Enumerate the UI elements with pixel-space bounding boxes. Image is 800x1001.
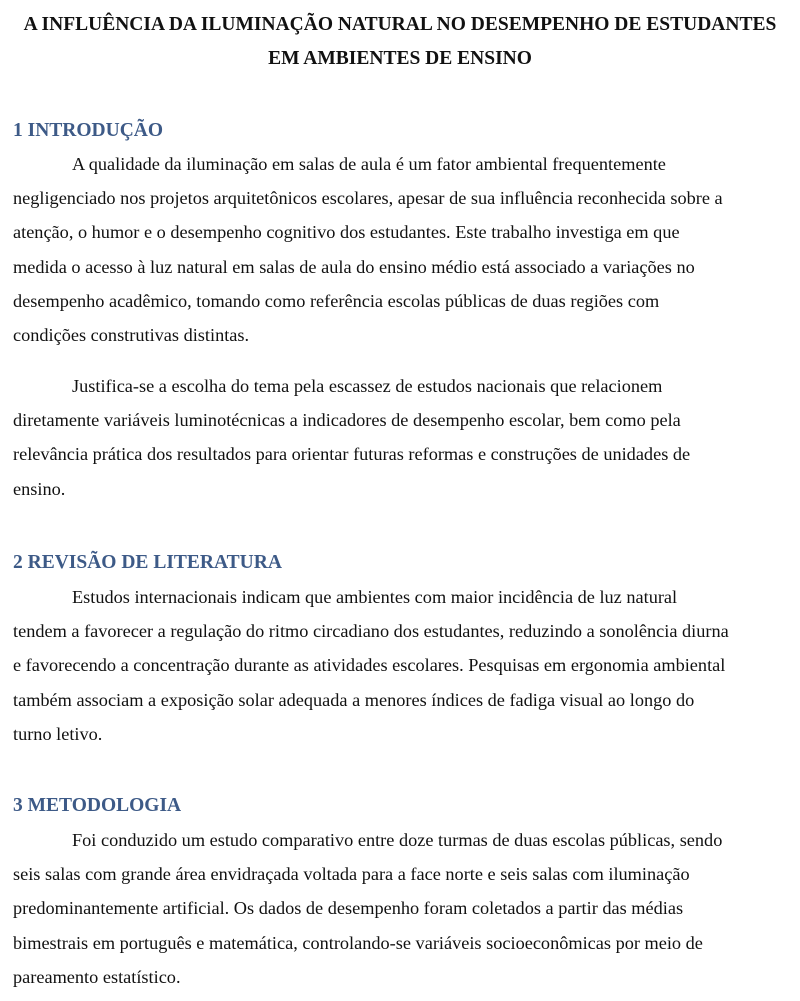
paragraph-metodologia-1 bbox=[13, 823, 789, 994]
section-heading-introducao: 1 INTRODUÇÃO bbox=[13, 120, 164, 141]
paragraph-line: também associam a exposição solar adequada a menores índices de fadiga visual ao longo do bbox=[13, 689, 695, 710]
paragraph-line: Justifica-se a escolha do tema pela escassez de estudos nacionais que relacionem bbox=[72, 376, 663, 396]
paragraph-line: Estudos internacionais indicam que ambientes com maior incidência de luz natural bbox=[72, 587, 678, 607]
paragraph-line: ensino. bbox=[13, 478, 66, 499]
paragraph-line: medida o acesso à luz natural em salas de aula do ensino médio está associado a variações no bbox=[13, 256, 695, 277]
paragraph-line: diretamente variáveis luminotécnicas a indicadores de desempenho escolar, bem como pela bbox=[13, 410, 681, 431]
section-heading-metodologia: 3 METODOLOGIA bbox=[13, 795, 182, 816]
paragraph-line: tendem a favorecer a regulação do ritmo circadiano dos estudantes, reduzindo a sonolência diurna bbox=[13, 621, 729, 642]
paragraph-line: seis salas com grande área envidraçada voltada para a face norte e seis salas com iluminação bbox=[13, 864, 690, 885]
paragraph-line: pareamento estatístico. bbox=[13, 966, 181, 987]
paragraph-line: bimestrais em português e matemática, controlando-se variáveis socioeconômicas por meio de bbox=[13, 932, 703, 953]
paragraph-line: turno letivo. bbox=[13, 723, 103, 744]
paragraph-line: condições construtivas distintas. bbox=[13, 325, 250, 346]
section-heading-revisao-de-literatura: 2 REVISÃO DE LITERATURA bbox=[13, 552, 282, 573]
document-title-line-2: EM AMBIENTES DE ENSINO bbox=[268, 48, 532, 69]
document-title bbox=[0, 8, 800, 76]
paragraph-introducao-2 bbox=[13, 369, 789, 506]
paragraph-line: A qualidade da iluminação em salas de aula é um fator ambiental frequentemente bbox=[72, 154, 666, 174]
paragraph-revisao-1 bbox=[13, 580, 789, 751]
paragraph-line: negligenciado nos projetos arquitetônicos escolares, apesar de sua influência reconhecida sobre a bbox=[13, 188, 723, 209]
paragraph-line: relevância prática dos resultados para orientar futuras reformas e construções de unidades de bbox=[13, 444, 691, 465]
paragraph-introducao-1 bbox=[13, 147, 789, 352]
paragraph-line: desempenho acadêmico, tomando como referência escolas públicas de duas regiões com bbox=[13, 290, 660, 311]
document-title-line-1: A INFLUÊNCIA DA ILUMINAÇÃO NATURAL NO DESEMPENHO DE ESTUDANTES bbox=[23, 14, 777, 35]
paragraph-line: predominantemente artificial. Os dados de desempenho foram coletados a partir das médias bbox=[13, 898, 684, 919]
paragraph-line: atenção, o humor e o desempenho cognitivo dos estudantes. Este trabalho investiga em que bbox=[13, 222, 680, 243]
paragraph-line: Foi conduzido um estudo comparativo entre doze turmas de duas escolas públicas, sendo bbox=[72, 830, 723, 850]
paragraph-line: e favorecendo a concentração durante as atividades escolares. Pesquisas em ergonomia ambiental bbox=[13, 655, 726, 676]
